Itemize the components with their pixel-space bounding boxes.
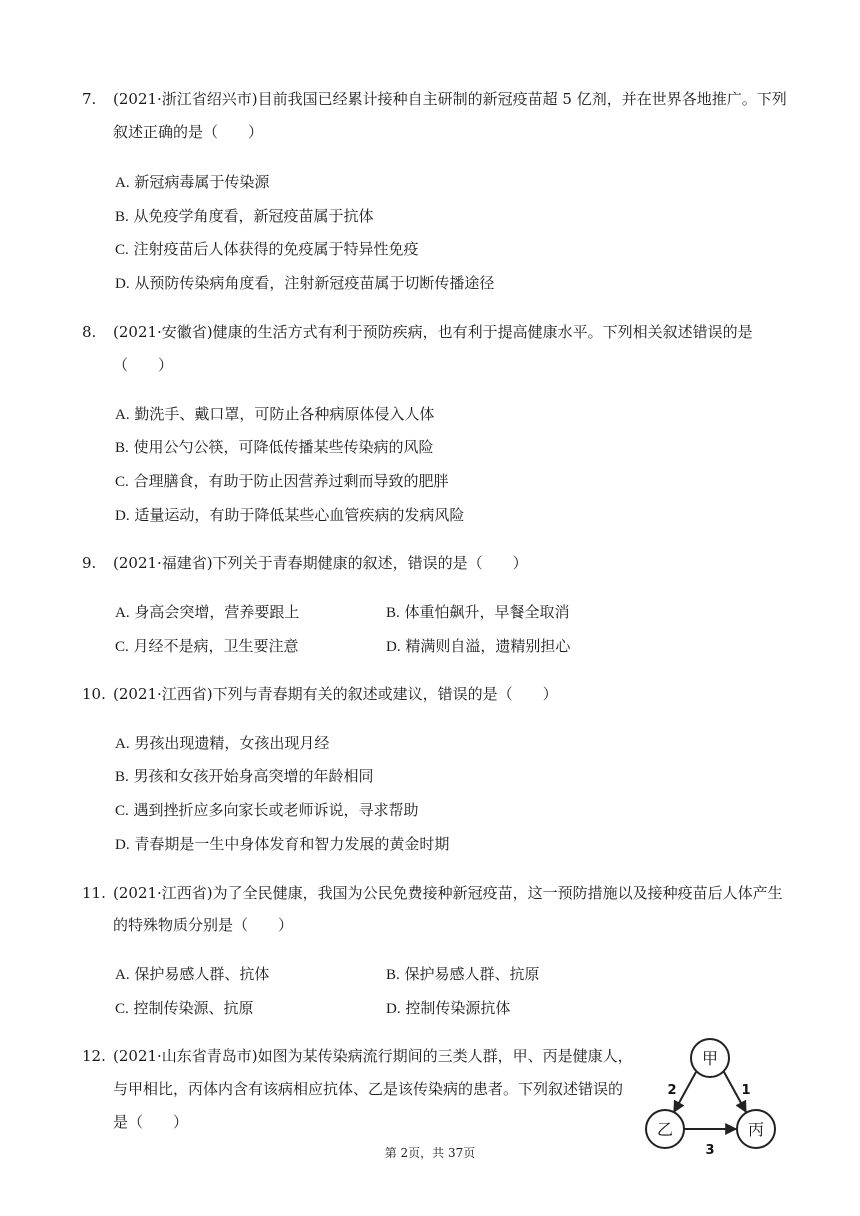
option-a: A. 男孩出现遗精，女孩出现月经 xyxy=(115,734,330,752)
question-text-line: （ ） xyxy=(113,356,174,374)
option-a: A. 身高会突增，营养要跟上 xyxy=(115,603,300,621)
transmission-diagram xyxy=(640,1036,790,1161)
option-d: D. 青春期是一生中身体发育和智力发展的黄金时期 xyxy=(115,835,450,853)
option-c: C. 控制传染源、抗原 xyxy=(115,999,254,1017)
option-c: C. 月经不是病，卫生要注意 xyxy=(115,637,299,655)
question-text-line: (2021·山东省青岛市)如图为某传染病流行期间的三类人群，甲、丙是健康人， xyxy=(113,1047,633,1065)
question-text-line: 的特殊物质分别是（ ） xyxy=(113,916,294,934)
question-text-line: 叙述正确的是（ ） xyxy=(113,123,264,141)
option-c: C. 注射疫苗后人体获得的免疫属于特异性免疫 xyxy=(115,240,419,258)
option-a: A. 保护易感人群、抗体 xyxy=(115,965,270,983)
question-text-line: 与甲相比，丙体内含有该病相应抗体、乙是该传染病的患者。下列叙述错误的 xyxy=(113,1080,624,1098)
question-number: 9. xyxy=(82,554,97,572)
edge-label: 3 xyxy=(705,1143,715,1158)
option-b: B. 保护易感人群、抗原 xyxy=(386,965,540,983)
option-b: B. 使用公勺公筷，可降低传播某些传染病的风险 xyxy=(115,438,434,456)
option-b: B. 从免疫学角度看，新冠疫苗属于抗体 xyxy=(115,207,374,225)
question-number: 11. xyxy=(82,884,106,902)
option-c: C. 合理膳食，有助于防止因营养过剩而导致的肥胖 xyxy=(115,472,449,490)
question-text-line: (2021·福建省)下列关于青春期健康的叙述，错误的是（ ） xyxy=(113,554,528,572)
edge-label: 2 xyxy=(667,1083,677,1098)
question-number: 8. xyxy=(82,323,97,341)
node-label: 乙 xyxy=(656,1120,674,1139)
question-text-line: (2021·浙江省绍兴市)目前我国已经累计接种自主研制的新冠疫苗超 5 亿剂，并在世界各地推广。下列 xyxy=(113,90,787,108)
question-text-line: (2021·江西省)为了全民健康，我国为公民免费接种新冠疫苗，这一预防措施以及接种疫苗后人体产生 xyxy=(113,884,783,902)
option-a: A. 新冠病毒属于传染源 xyxy=(115,173,270,191)
option-b: B. 男孩和女孩开始身高突增的年龄相同 xyxy=(115,767,374,785)
option-d: D. 适量运动，有助于降低某些心血管疾病的发病风险 xyxy=(115,506,465,524)
question-number: 10. xyxy=(82,685,106,703)
question-text-line: (2021·江西省)下列与青春期有关的叙述或建议，错误的是（ ） xyxy=(113,685,558,703)
question-text-line: (2021·安徽省)健康的生活方式有利于预防疾病，也有利于提高健康水平。下列相关叙述错误的是 xyxy=(113,323,753,341)
node-label: 丙 xyxy=(747,1120,765,1139)
node-label: 甲 xyxy=(701,1049,719,1068)
question-number: 12. xyxy=(82,1047,106,1065)
option-b: B. 体重怕飙升，早餐全取消 xyxy=(386,603,570,621)
option-c: C. 遇到挫折应多向家长或老师诉说，寻求帮助 xyxy=(115,801,419,819)
question-text-line: 是（ ） xyxy=(113,1113,189,1131)
option-d: D. 从预防传染病角度看，注射新冠疫苗属于切断传播途径 xyxy=(115,274,495,292)
option-a: A. 勤洗手、戴口罩，可防止各种病原体侵入人体 xyxy=(115,405,435,423)
option-d: D. 控制传染源抗体 xyxy=(386,999,511,1017)
option-d: D. 精满则自溢，遗精别担心 xyxy=(386,637,571,655)
edge-label: 1 xyxy=(741,1083,751,1098)
edge-2 xyxy=(674,1072,696,1112)
page-footer: 第 2页，共 37页 xyxy=(384,1146,476,1160)
question-number: 7. xyxy=(82,90,97,108)
